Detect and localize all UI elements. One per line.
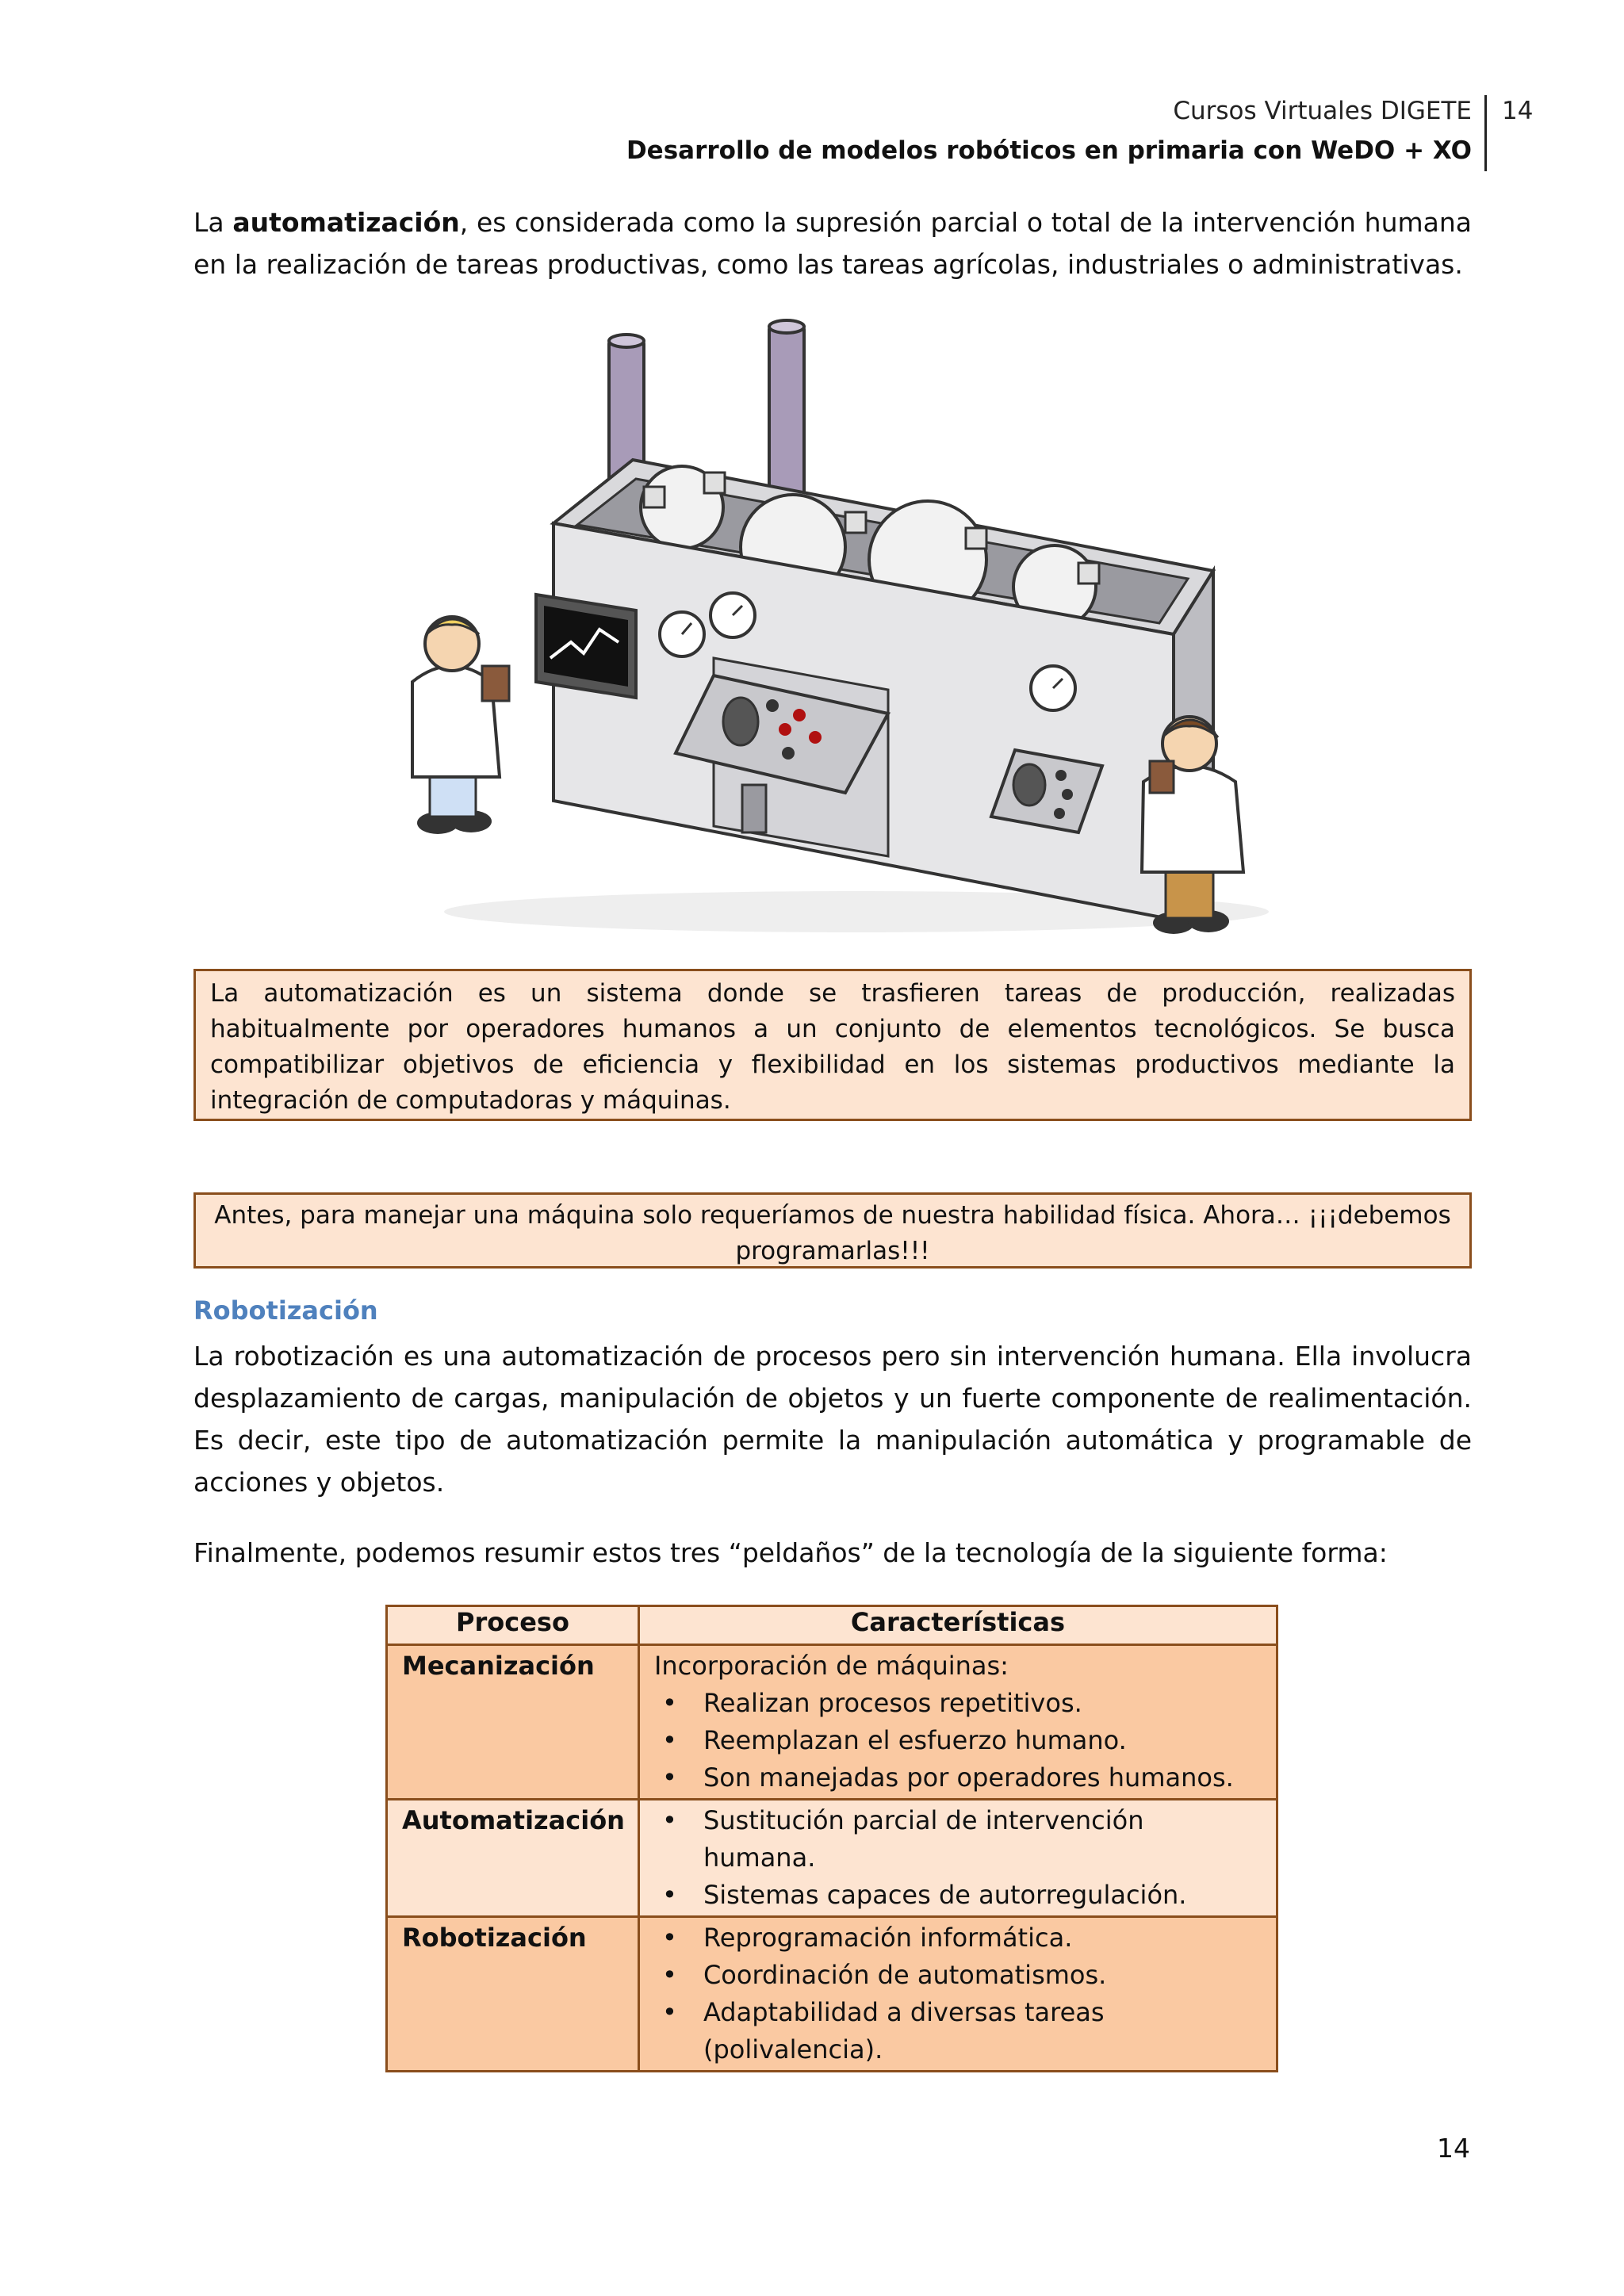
table-row-automatizacion [387, 1800, 1277, 1917]
list-item: • Son manejadas por operadores humanos. [654, 1759, 1263, 1797]
list-item: • Reprogramación informática. [654, 1919, 1263, 1957]
table-cell-proceso: Mecanización [387, 1645, 639, 1800]
monitor [536, 595, 636, 698]
header-course-name: Cursos Virtuales DIGETE [1173, 97, 1472, 125]
programming-callout: Antes, para manejar una máquina solo requeríamos de nuestra habilidad física. Ahora… ¡¡¡debemos programarlas!!! [193, 1192, 1472, 1269]
list-item: • Sistemas capaces de autorregulación. [654, 1877, 1263, 1914]
table-header-row [387, 1606, 1277, 1645]
characteristics-lead: Incorporación de máquinas: [653, 1651, 1009, 1681]
list-item: • Adaptabilidad a diversas tareas (polivalencia). [654, 1994, 1263, 2068]
intro-term: automatización [232, 207, 460, 238]
intro-paragraph: La automatización, es considerada como la supresión parcial o total de la intervención humana en la realización de tareas productivas, como las tareas agrícolas, industriales o administrativas. [193, 207, 1472, 280]
characteristics-list [654, 1919, 1263, 2068]
section-heading-robotizacion: Robotización [193, 1295, 378, 1326]
table-header-proceso: Proceso [387, 1606, 639, 1645]
header-divider [1484, 95, 1487, 171]
automation-definition-callout: La automatización es un sistema donde se trasfieren tareas de producción, realizadas habitualmente por operadores humanos a un conjunto de elementos tecnológicos. Se busca compatibilizar objetivos de eficiencia y flexibilidad en los sistemas productivos mediante la integración de computadoras y máquinas. [193, 969, 1472, 1121]
scientist-left [412, 617, 509, 834]
table-cell-proceso: Robotización [387, 1917, 639, 2072]
table-cell-caracteristicas [638, 1917, 1277, 2072]
list-item: • Sustitución parcial de intervención humana. [654, 1802, 1263, 1877]
characteristics-list [654, 1802, 1263, 1914]
table-cell-proceso: Automatización [387, 1800, 639, 1917]
characteristics-list [654, 1685, 1263, 1797]
table-header-caracteristicas: Características [638, 1606, 1277, 1645]
list-item: • Coordinación de automatismos. [654, 1957, 1263, 1994]
table-cell-caracteristicas [638, 1645, 1277, 1800]
factory-automation-illustration [381, 309, 1285, 943]
header-document-title: Desarrollo de modelos robóticos en primaria con WeDO + XO [626, 136, 1472, 165]
list-item: • Realizan procesos repetitivos. [654, 1685, 1263, 1722]
technology-summary-table [385, 1605, 1278, 2072]
summary-intro-paragraph: Finalmente, podemos resumir estos tres “peldaños” de la tecnología de la siguiente forma: [193, 1537, 1388, 1568]
table-cell-caracteristicas [638, 1800, 1277, 1917]
footer-page-number: 14 [1437, 2133, 1470, 2164]
table-row-mecanizacion [387, 1645, 1277, 1800]
list-item: • Reemplazan el esfuerzo humano. [654, 1722, 1263, 1759]
robotizacion-paragraph: La robotización es una automatización de procesos pero sin intervención humana. Ella involucra desplazamiento de cargas, manipulación de objetos y un fuerte componente de realimentación. Es decir, este tipo de automatización permite la manipulación automática y programable de acciones y objetos. [193, 1341, 1472, 1498]
table-row-robotizacion [387, 1917, 1277, 2072]
header-page-number: 14 [1502, 97, 1534, 125]
